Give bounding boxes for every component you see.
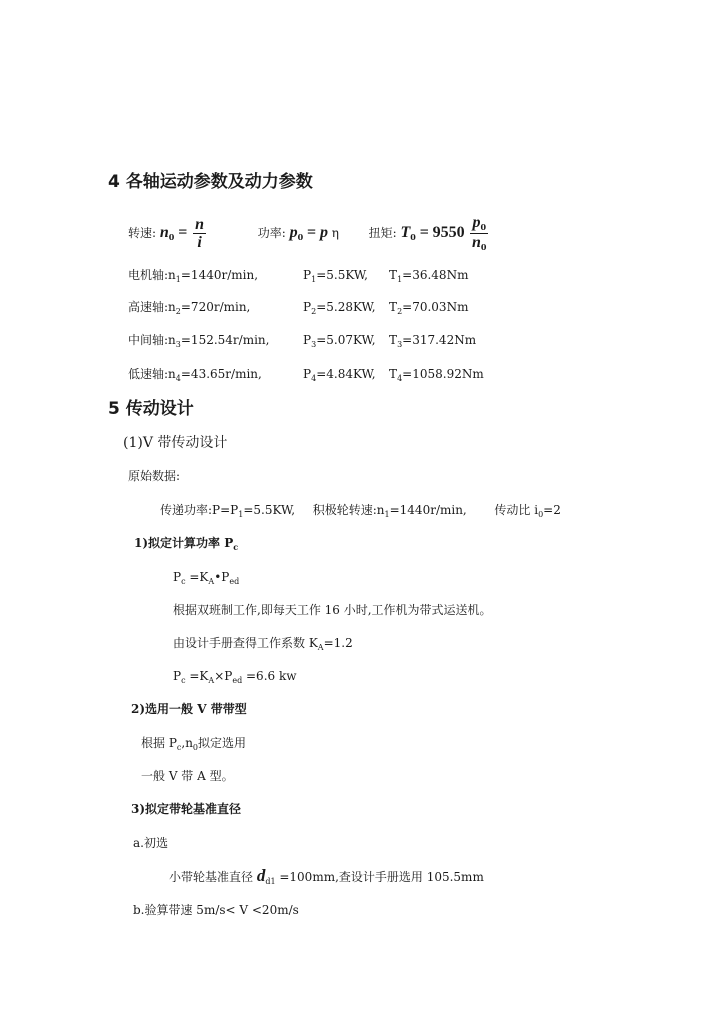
n-symbol: n bbox=[168, 367, 176, 381]
p-value: =5.5KW, bbox=[316, 268, 368, 282]
n-sub: 4 bbox=[175, 374, 181, 383]
speed-label: 转速: bbox=[128, 226, 157, 240]
p-value: =5.07KW, bbox=[316, 333, 376, 347]
raw-data-line bbox=[160, 502, 561, 520]
shaft-torque bbox=[389, 268, 468, 282]
step3-title: 3)拟定带轮基准直径 bbox=[131, 802, 242, 816]
shaft-label: 低速轴: bbox=[128, 367, 169, 381]
raw-ratio-val: =2 bbox=[543, 503, 561, 517]
shaft-row bbox=[128, 332, 476, 350]
formula-dot: •P bbox=[214, 570, 230, 584]
speed-lhs: n bbox=[159, 224, 169, 241]
t-sub: 2 bbox=[397, 307, 403, 316]
shaft-label: 高速轴: bbox=[128, 300, 169, 314]
shaft-speed bbox=[168, 299, 303, 317]
shaft-power bbox=[303, 299, 389, 317]
step2-line1 bbox=[141, 735, 246, 753]
result-pc: P bbox=[173, 669, 182, 683]
torque-den-sub: 0 bbox=[480, 242, 487, 252]
result-times: ×P bbox=[214, 669, 233, 683]
raw-speed-sub: 1 bbox=[384, 510, 390, 519]
note2-val: =1.2 bbox=[323, 636, 353, 650]
section-title: 各轴运动参数及动力参数 bbox=[125, 172, 313, 192]
step2-line2: 一般 V 带 A 型。 bbox=[141, 769, 234, 783]
shaft-power bbox=[303, 366, 389, 384]
section-title: 传动设计 bbox=[125, 399, 194, 419]
raw-speed-val: =1440r/min, bbox=[389, 503, 467, 517]
torque-fraction bbox=[470, 214, 488, 253]
raw-data-label: 原始数据: bbox=[128, 469, 181, 483]
step1-note2 bbox=[173, 635, 353, 653]
t-value: =36.48Nm bbox=[402, 268, 469, 282]
p-value: =5.28KW, bbox=[316, 300, 376, 314]
shaft-power bbox=[303, 332, 389, 350]
raw-ratio-text: 传动比 i bbox=[494, 503, 539, 517]
shaft-torque bbox=[389, 300, 468, 314]
section-number: 4 bbox=[108, 172, 120, 192]
t-sub: 3 bbox=[397, 340, 403, 349]
note2-text: 由设计手册查得工作系数 K bbox=[173, 636, 318, 650]
raw-ratio-sub: 0 bbox=[538, 510, 544, 519]
formula-mid: =K bbox=[185, 570, 209, 584]
t-value: =70.03Nm bbox=[402, 300, 469, 314]
result-ped-sub: ed bbox=[232, 676, 243, 685]
raw-power-val: =5.5KW, bbox=[243, 503, 296, 517]
speed-fraction bbox=[193, 216, 206, 251]
shaft-label: 中间轴: bbox=[128, 333, 169, 347]
result-mid: =K bbox=[185, 669, 209, 683]
result-pc-sub: c bbox=[181, 676, 186, 685]
step2-title: 2)选用一般 V 带带型 bbox=[131, 702, 247, 716]
speed-eq: = bbox=[178, 224, 188, 241]
torque-lhs: T bbox=[400, 224, 411, 241]
t-value: =317.42Nm bbox=[402, 333, 477, 347]
step1-title bbox=[134, 535, 238, 552]
shaft-row bbox=[128, 267, 468, 285]
step3-a-val: =100mm,查设计手册选用 105.5mm bbox=[275, 870, 484, 884]
n-sub: 2 bbox=[175, 307, 181, 316]
step2-line1-mid: ,n bbox=[181, 736, 193, 750]
power-rhs: p bbox=[319, 224, 328, 241]
power-eq: = bbox=[306, 224, 317, 241]
n-symbol: n bbox=[168, 268, 176, 282]
speed-numerator: n bbox=[195, 216, 205, 233]
t-symbol: T bbox=[389, 333, 398, 347]
n-value: =1440r/min, bbox=[180, 268, 259, 282]
torque-label: 扭矩: bbox=[368, 226, 397, 240]
step1-result bbox=[173, 668, 297, 686]
power-eta: η bbox=[331, 226, 339, 240]
step3-a-label: a.初选 bbox=[133, 836, 168, 850]
p-sub: 4 bbox=[311, 374, 317, 383]
torque-numerator bbox=[470, 214, 488, 234]
dd1-symbol: d bbox=[256, 866, 266, 885]
p-symbol: P bbox=[303, 333, 312, 347]
shaft-row bbox=[128, 299, 468, 317]
ped-sub: ed bbox=[229, 577, 240, 586]
step3-a-text: 小带轮基准直径 bbox=[169, 870, 257, 884]
n-value: =152.54r/min, bbox=[180, 333, 270, 347]
step2-line1-sub1: c bbox=[176, 743, 182, 752]
p-sub: 3 bbox=[311, 340, 317, 349]
torque-den-symbol: n bbox=[472, 234, 481, 251]
n-symbol: n bbox=[168, 333, 176, 347]
step2-line1-sub2: 0 bbox=[192, 743, 199, 752]
pc-sub: c bbox=[181, 577, 186, 586]
step1-note1: 根据双班制工作,即每天工作 16 小时,工作机为带式运送机。 bbox=[173, 603, 492, 617]
step2-line1-end: 拟定选用 bbox=[198, 736, 247, 750]
p-symbol: P bbox=[303, 268, 312, 282]
step1-formula bbox=[173, 569, 239, 587]
power-lhs-sub: 0 bbox=[297, 232, 304, 242]
torque-lhs-sub: 0 bbox=[410, 232, 416, 242]
shaft-power bbox=[303, 267, 389, 285]
n-sub: 3 bbox=[175, 340, 181, 349]
raw-power-text: 传递功率:P=P bbox=[160, 503, 239, 517]
n-symbol: n bbox=[168, 300, 176, 314]
p-symbol: P bbox=[303, 300, 312, 314]
raw-speed-text: 积极轮转速:n bbox=[312, 503, 385, 517]
shaft-speed bbox=[168, 366, 303, 384]
result-val: =6.6 kw bbox=[242, 669, 297, 683]
t-sub: 4 bbox=[397, 374, 403, 383]
formula-line bbox=[128, 214, 490, 253]
p-sub: 1 bbox=[311, 275, 317, 284]
shaft-row bbox=[128, 366, 484, 384]
step3-a-line bbox=[169, 866, 484, 889]
n-value: =720r/min, bbox=[180, 300, 251, 314]
torque-denominator bbox=[470, 234, 488, 253]
note2-sub: A bbox=[317, 643, 324, 652]
speed-denominator: i bbox=[197, 234, 202, 251]
n-sub: 1 bbox=[175, 275, 181, 284]
t-sub: 1 bbox=[397, 275, 403, 284]
t-value: =1058.92Nm bbox=[402, 367, 484, 381]
power-lhs: p bbox=[289, 224, 298, 241]
speed-lhs-sub: 0 bbox=[168, 232, 175, 242]
power-label: 功率: bbox=[257, 226, 286, 240]
dd1-sub: d1 bbox=[265, 877, 276, 886]
shaft-torque bbox=[389, 333, 476, 347]
step1-title-sub: c bbox=[233, 542, 239, 552]
p-symbol: P bbox=[303, 367, 312, 381]
ka-sub: A bbox=[208, 577, 215, 586]
torque-constant: 9550 bbox=[432, 224, 465, 241]
n-value: =43.65r/min, bbox=[180, 367, 262, 381]
t-symbol: T bbox=[389, 367, 398, 381]
t-symbol: T bbox=[389, 300, 398, 314]
step3-b-line: b.验算带速 5m/s< V <20m/s bbox=[133, 903, 299, 917]
shaft-torque bbox=[389, 367, 484, 381]
shaft-speed bbox=[168, 332, 303, 350]
section-5-heading bbox=[108, 398, 194, 420]
shaft-speed bbox=[168, 267, 303, 285]
section-4-heading bbox=[108, 171, 313, 193]
p-value: =4.84KW, bbox=[316, 367, 376, 381]
torque-eq: = bbox=[419, 224, 429, 241]
p-sub: 2 bbox=[311, 307, 317, 316]
shaft-label: 电机轴: bbox=[128, 268, 169, 282]
v-belt-subheading: (1)V 带传动设计 bbox=[123, 435, 228, 451]
torque-num-symbol: p bbox=[472, 214, 481, 231]
pc-symbol: P bbox=[173, 570, 182, 584]
result-ka-sub: A bbox=[208, 676, 215, 685]
step2-line1-text: 根据 P bbox=[141, 736, 177, 750]
t-symbol: T bbox=[389, 268, 398, 282]
section-number: 5 bbox=[108, 399, 120, 419]
torque-num-sub: 0 bbox=[480, 222, 487, 232]
raw-power-sub: 1 bbox=[238, 510, 244, 519]
step1-title-text: 1)拟定计算功率 P bbox=[134, 536, 234, 550]
